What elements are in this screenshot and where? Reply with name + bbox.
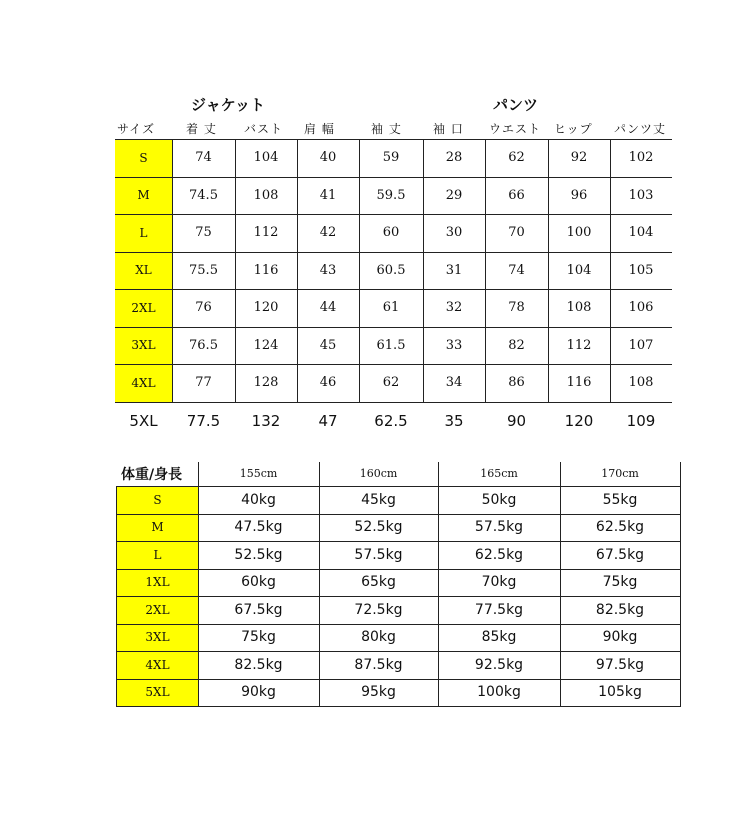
column-header: 165cm	[480, 467, 518, 480]
table-cell: 128	[253, 375, 279, 391]
table-cell: 33	[445, 337, 463, 353]
table-cell: 112	[566, 337, 592, 353]
table-cell: 30	[445, 225, 463, 241]
table-cell: 75kg	[602, 574, 638, 591]
table-cell: 62	[508, 150, 525, 166]
grid-line-horizontal	[117, 651, 680, 652]
table-cell: 70kg	[481, 574, 517, 591]
table-cell: 50kg	[481, 491, 517, 508]
table-cell: 100kg	[477, 684, 521, 701]
table-cell: 82	[508, 337, 525, 353]
table-cell: 97.5kg	[595, 656, 645, 673]
table-cell: 65kg	[361, 574, 396, 591]
column-header: 155cm	[239, 467, 278, 480]
column-header: 肩 幅	[304, 122, 335, 136]
table-cell: 47	[318, 411, 338, 430]
table-cell: 109	[626, 411, 656, 430]
grid-line-horizontal	[117, 541, 680, 542]
size-label-cell: XL	[115, 252, 172, 290]
column-header: 着 丈	[186, 122, 217, 136]
table-cell: 90kg	[241, 684, 276, 701]
table-cell: 66	[508, 187, 525, 203]
grid-line-vertical	[438, 462, 439, 707]
table-cell: 77.5	[186, 411, 221, 430]
table-cell: 86	[508, 375, 525, 391]
size-label-cell: S	[115, 139, 172, 177]
table-cell: 35	[444, 411, 464, 430]
table-cell: 90	[506, 411, 527, 430]
table-cell: 108	[628, 375, 654, 391]
table-cell: 60	[382, 225, 400, 241]
column-header: バスト	[244, 122, 284, 136]
table-cell: 57.5kg	[354, 546, 403, 563]
table-cell: 60kg	[241, 574, 276, 591]
table-cell: 92.5kg	[474, 656, 524, 673]
table-cell: 107	[628, 337, 654, 353]
table-cell: 82.5kg	[234, 656, 283, 673]
size-label-cell: 3XL	[117, 624, 198, 652]
table-cell: 90kg	[602, 629, 638, 646]
grid-line-horizontal	[117, 596, 680, 597]
size-label-cell: 5XL	[129, 411, 158, 430]
column-header: ヒップ	[554, 122, 593, 136]
grid-line-horizontal	[117, 624, 680, 625]
size-label-cell: 2XL	[115, 289, 172, 327]
table-cell: 80kg	[361, 629, 396, 646]
size-label-cell: M	[115, 177, 172, 215]
table-cell: 28	[445, 150, 463, 166]
table-cell: 104	[566, 262, 592, 278]
pants-section-title: パンツ	[493, 96, 539, 114]
grid-line-vertical	[560, 462, 561, 707]
table-cell: 87.5kg	[354, 656, 403, 673]
table-cell: 34	[445, 375, 463, 391]
size-label-cell: L	[115, 214, 172, 252]
table-cell: 76	[195, 300, 212, 316]
column-header: ウエスト	[489, 122, 542, 136]
size-label-cell: 1XL	[117, 569, 198, 597]
column-header: サイズ	[117, 122, 156, 136]
table-cell: 106	[628, 300, 654, 316]
table-cell: 62.5kg	[595, 519, 645, 536]
table-cell: 108	[566, 300, 592, 316]
table-cell: 132	[251, 411, 281, 430]
table-cell: 46	[319, 375, 337, 391]
grid-line-vertical	[198, 462, 199, 707]
size-label-cell: 4XL	[117, 651, 198, 679]
table-cell: 75	[195, 225, 212, 241]
grid-line-horizontal	[117, 514, 680, 515]
table-cell: 59.5	[376, 187, 406, 203]
size-label-cell: 2XL	[117, 596, 198, 624]
table-cell: 120	[564, 411, 594, 430]
table-cell: 42	[319, 225, 337, 241]
table-cell: 45	[319, 337, 337, 353]
table-cell: 102	[628, 150, 654, 166]
table-cell: 105kg	[598, 684, 642, 701]
jacket-section-title: ジャケット	[191, 96, 265, 114]
table-cell: 74.5	[189, 187, 218, 203]
table-cell: 47.5kg	[234, 519, 283, 536]
table-cell: 116	[253, 262, 279, 278]
table-cell: 40	[319, 150, 337, 166]
table-cell: 62.5kg	[474, 546, 524, 563]
grid-line-vertical	[680, 462, 681, 707]
column-header: 袖 口	[433, 122, 464, 136]
table-cell: 61.5	[376, 337, 406, 353]
table-cell: 82.5kg	[595, 601, 645, 618]
table-cell: 45kg	[361, 491, 396, 508]
table-cell: 60.5	[376, 262, 406, 278]
size-label-cell: S	[117, 486, 198, 514]
table-cell: 41	[319, 187, 337, 203]
size-label-cell: L	[117, 541, 198, 569]
table-cell: 61	[382, 300, 400, 316]
table-cell: 103	[628, 187, 654, 203]
table-cell: 44	[319, 300, 337, 316]
table-cell: 29	[445, 187, 463, 203]
column-header: 袖 丈	[371, 122, 402, 136]
grid-line-horizontal	[117, 679, 680, 680]
table-cell: 31	[445, 262, 463, 278]
table-cell: 74	[195, 150, 212, 166]
table-cell: 72.5kg	[354, 601, 403, 618]
table-cell: 62.5	[374, 411, 408, 430]
table-cell: 78	[508, 300, 525, 316]
table-cell: 57.5kg	[474, 519, 524, 536]
grid-line-vertical	[319, 462, 320, 707]
table-cell: 70	[508, 225, 525, 241]
table-cell: 40kg	[241, 491, 276, 508]
grid-line-horizontal	[117, 706, 680, 707]
grid-line-vertical	[116, 486, 117, 707]
table-cell: 92	[570, 150, 588, 166]
table-cell: 85kg	[481, 629, 517, 646]
grid-line-horizontal	[117, 486, 680, 487]
table-cell: 124	[253, 337, 279, 353]
table-cell: 104	[253, 150, 279, 166]
table-cell: 100	[566, 225, 592, 241]
table-cell: 67.5kg	[595, 546, 645, 563]
grid-line-horizontal	[117, 569, 680, 570]
table-cell: 67.5kg	[234, 601, 283, 618]
table-cell: 75.5	[189, 262, 218, 278]
table-cell: 75kg	[241, 629, 276, 646]
column-header: 160cm	[359, 467, 398, 480]
table-cell: 105	[628, 262, 654, 278]
table-cell: 116	[566, 375, 592, 391]
table-cell: 108	[253, 187, 279, 203]
table-cell: 62	[382, 375, 400, 391]
table-cell: 59	[382, 150, 400, 166]
size-label-cell: 4XL	[115, 364, 172, 402]
table-cell: 77.5kg	[474, 601, 524, 618]
table-cell: 32	[445, 300, 463, 316]
table-cell: 96	[570, 187, 588, 203]
table-cell: 95kg	[361, 684, 396, 701]
table-corner-label: 体重/身長	[121, 467, 183, 483]
table-cell: 104	[628, 225, 654, 241]
size-label-cell: 3XL	[115, 327, 172, 365]
column-header: パンツ丈	[614, 122, 667, 136]
column-header: 170cm	[601, 467, 639, 480]
table-cell: 55kg	[602, 491, 638, 508]
table-cell: 77	[195, 375, 212, 391]
table-cell: 112	[253, 225, 279, 241]
size-label-cell: 5XL	[117, 679, 198, 707]
table-cell: 43	[319, 262, 337, 278]
table-cell: 52.5kg	[354, 519, 403, 536]
table-cell: 76.5	[189, 337, 218, 353]
table-cell: 74	[508, 262, 525, 278]
table-cell: 52.5kg	[234, 546, 283, 563]
size-label-cell: M	[117, 514, 198, 542]
table-cell: 120	[253, 300, 279, 316]
